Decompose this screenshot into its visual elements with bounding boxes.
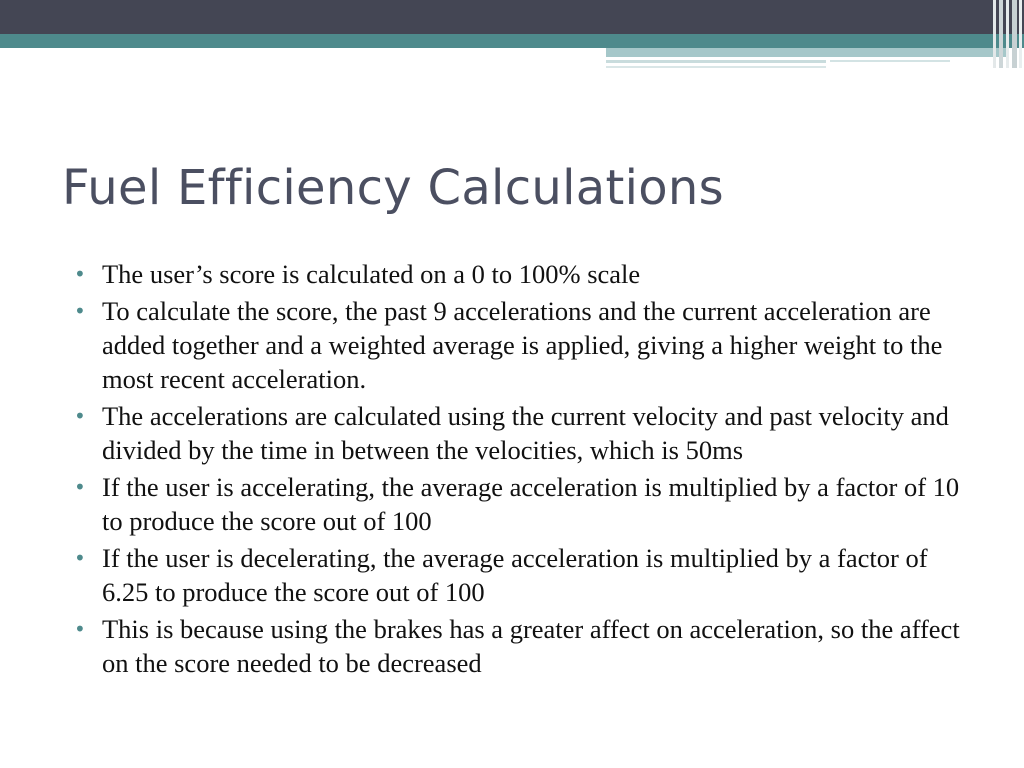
bullet-text: The accelerations are calculated using the current velocity and past velocity and divided by the time in between the velocities, which is 50ms: [102, 401, 949, 465]
bullet-text: To calculate the score, the past 9 accelerations and the current acceleration are added together and a weighted average is applied, giving a higher weight to the most recent acceleration.: [102, 296, 943, 394]
bullet-item: [72, 257, 972, 291]
header-vertical-stripe: [1012, 0, 1017, 68]
bullet-icon: •: [74, 299, 86, 323]
header-accent-line: [606, 60, 826, 63]
header-teal-band: [0, 34, 1024, 48]
header-vertical-stripe: [1006, 0, 1009, 68]
bullet-icon: •: [74, 617, 86, 641]
header-accent-line: [606, 66, 826, 68]
header-vertical-stripe: [1019, 0, 1022, 68]
bullet-list: [72, 257, 972, 683]
bullet-text: This is because using the brakes has a greater affect on acceleration, so the affect on the score needed to be decreased: [102, 614, 960, 678]
bullet-item: [72, 470, 972, 538]
slide-title: Fuel Efficiency Calculations: [62, 160, 724, 216]
bullet-text: If the user is decelerating, the average acceleration is multiplied by a factor of 6.25 to produce the score out of 100: [102, 543, 928, 607]
bullet-item: [72, 541, 972, 609]
bullet-text: The user’s score is calculated on a 0 to 100% scale: [102, 259, 641, 289]
bullet-icon: •: [74, 404, 86, 428]
bullet-item: [72, 612, 972, 680]
header-accent-line: [830, 60, 950, 62]
header-vertical-stripe: [993, 0, 996, 68]
header-light-band: [606, 48, 1006, 57]
bullet-text: If the user is accelerating, the average acceleration is multiplied by a factor of 10 to produce the score out of 100: [102, 472, 960, 536]
bullet-icon: •: [74, 475, 86, 499]
header-vertical-stripe: [999, 0, 1003, 68]
bullet-item: [72, 294, 972, 396]
header-dark-band: [0, 0, 1024, 34]
bullet-icon: •: [74, 546, 86, 570]
bullet-icon: •: [74, 262, 86, 286]
bullet-item: [72, 399, 972, 467]
